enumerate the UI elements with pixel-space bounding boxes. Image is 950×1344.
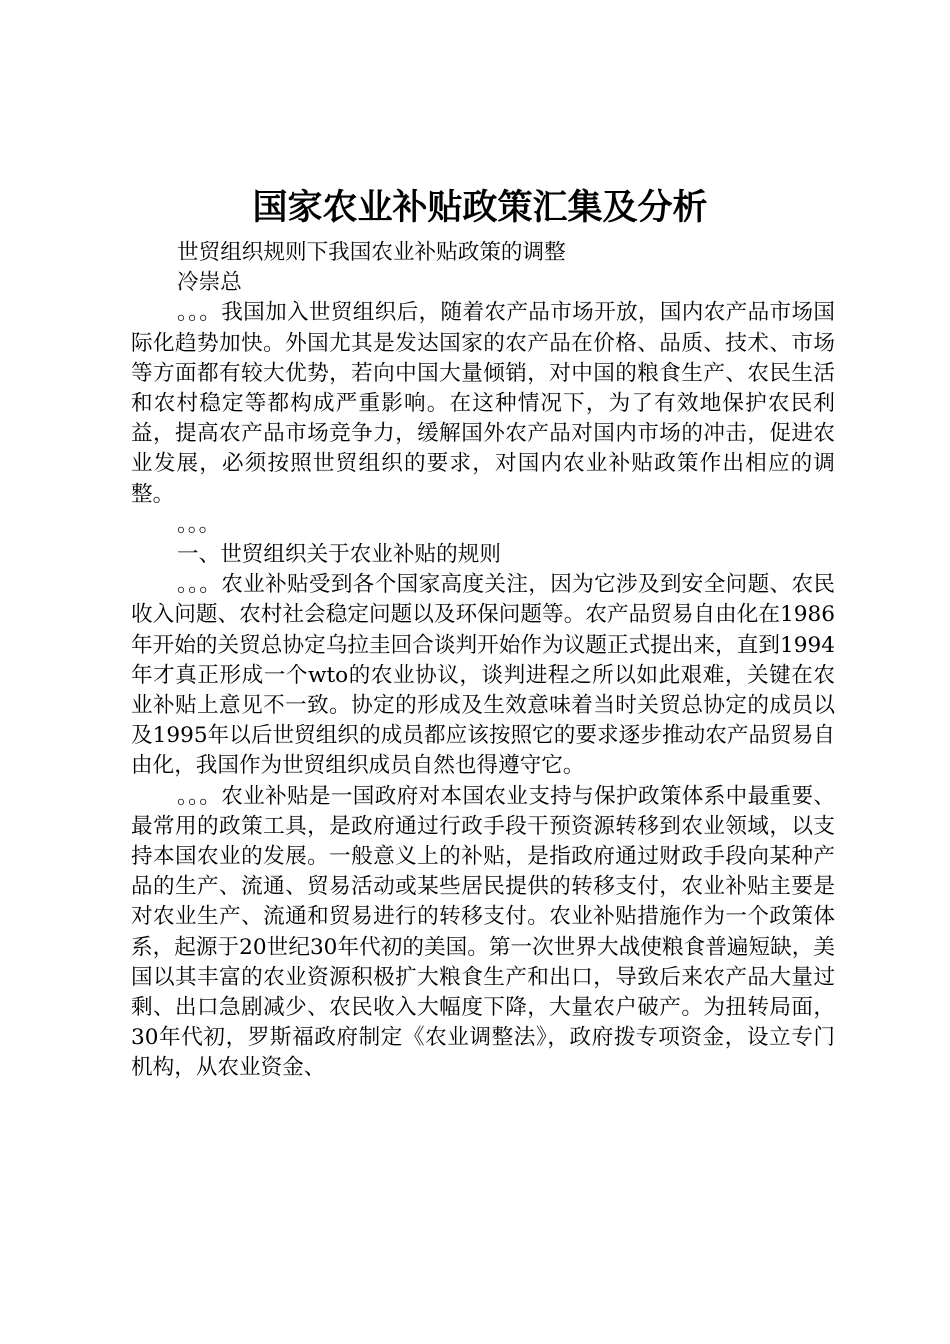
author: 冷崇总 — [177, 270, 242, 296]
paragraph: 。。。农业补贴受到各个国家高度关注，因为它涉及到安全问题、农民收入问题、农村社会稳定问题以及环保问题等。农产品贸易自由化在1986年开始的关贸总协定乌拉圭回合谈判开始作为议题正式提出来，直到1994年才真正形成一个wto的农业协议，谈判进程之所以如此艰难，关键在农业补贴上意见不一致。协定的形成及生效意味着当时关贸总协定的成员以及1995年以后世贸组织的成员都应该按照它的要求逐步推动农产品贸易自由化，我国作为世贸组织成员自然也得遵守它。 — [131, 572, 835, 779]
paragraph: 。。。农业补贴是一国政府对本国农业支持与保护政策体系中最重要、最常用的政策工具，是政府通过行政手段干预资源转移到农业领域，以支持本国农业的发展。一般意义上的补贴，是指政府通过财政手段向某种产品的生产、流通、贸易活动或某些居民提供的转移支付，农业补贴主要是对农业生产、流通和贸易进行的转移支付。农业补贴措施作为一个政策体系，起源于20世纪30年代初的美国。第一次世界大战使粮食普遍短缺，美国以其丰富的农业资源积极扩大粮食生产和出口，导致后来农产品大量过剩、出口急剧减少、农民收入大幅度下降，大量农户破产。为扭转局面，30年代初，罗斯福政府制定《农业调整法》，政府拨专项资金，设立专门机构，从农业资金、 — [131, 783, 835, 1081]
document-body — [131, 238, 835, 1084]
paragraph: 。。。我国加入世贸组织后，随着农产品市场开放，国内农产品市场国际化趋势加快。外国尤其是发达国家的农产品在价格、品质、技术、市场等方面都有较大优势，若向中国大量倾销，对中国的粮食生产、农民生活和农村稳定等都构成严重影响。在这种情况下，为了有效地保护农民利益，提高农产品市场竞争力，缓解国外农产品对国内市场的冲击，促进农业发展，必须按照世贸组织的要求，对国内农业补贴政策作出相应的调整。 — [131, 300, 835, 507]
subtitle: 世贸组织规则下我国农业补贴政策的调整 — [177, 240, 566, 265]
section-heading: 一、世贸组织关于农业补贴的规则 — [177, 542, 501, 568]
document-title: 国家农业补贴政策汇集及分析 — [252, 187, 708, 228]
ellipsis-line: 。。。 — [177, 511, 221, 537]
